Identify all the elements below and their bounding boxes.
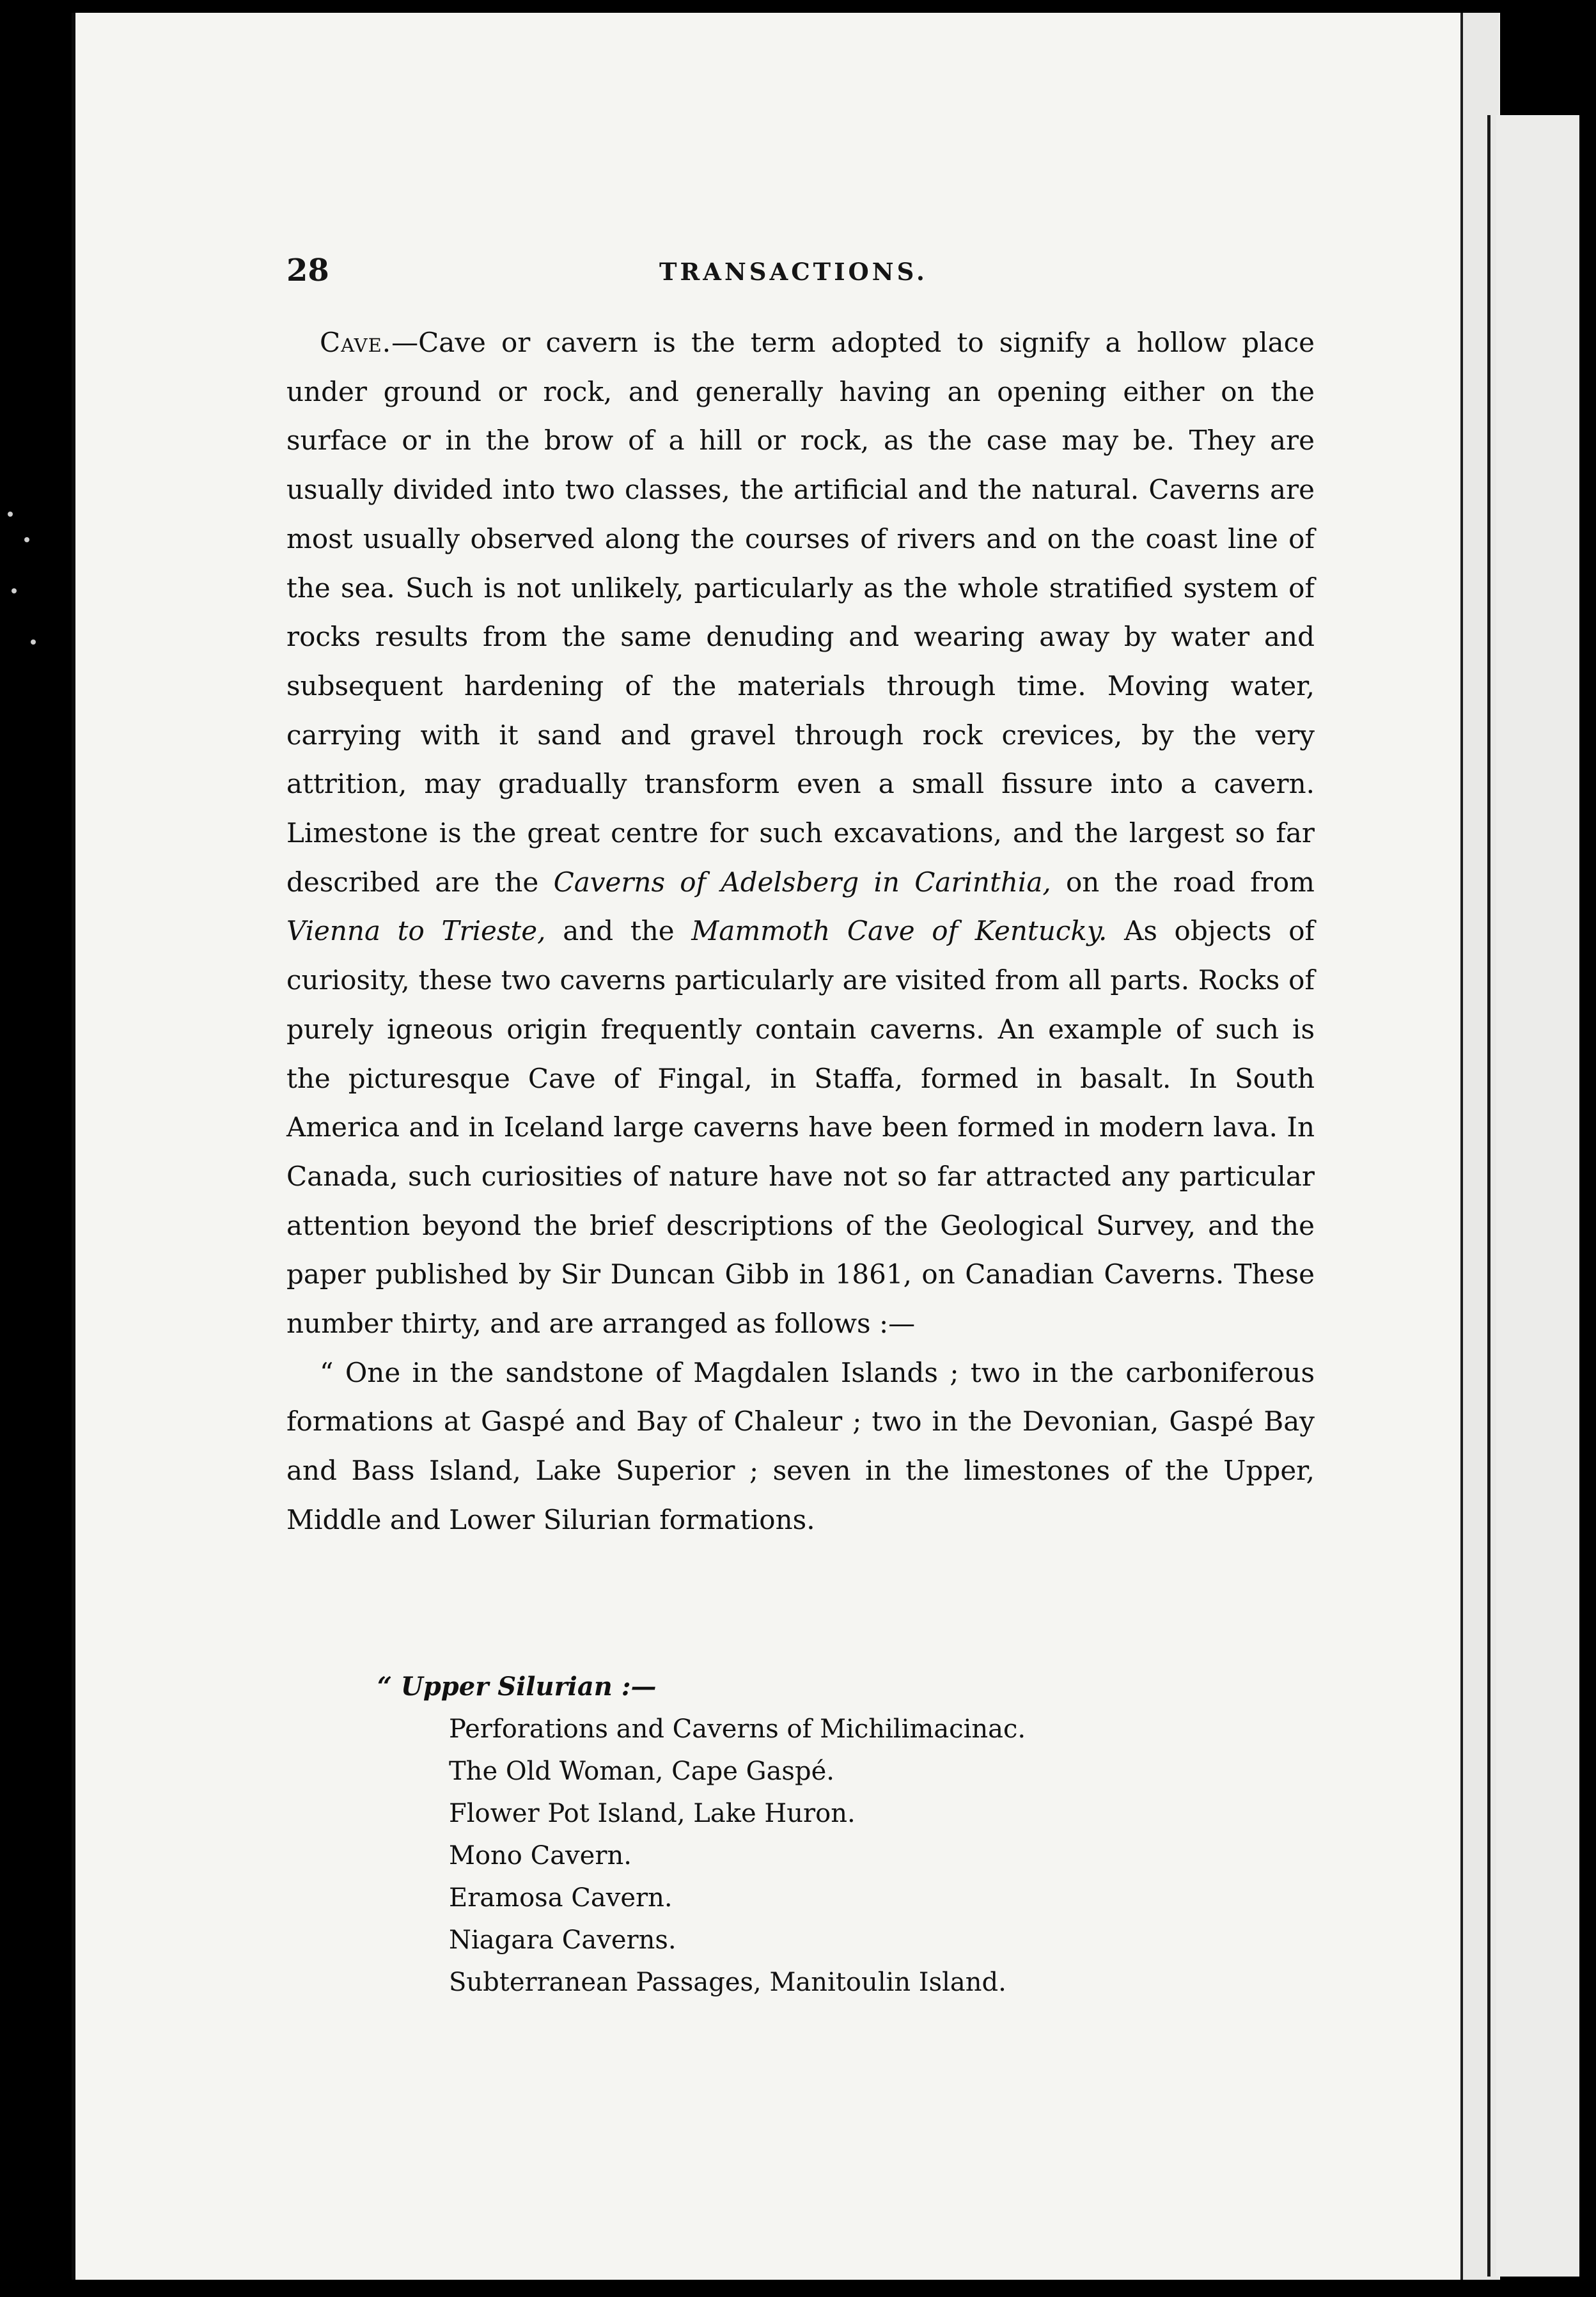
caverns-list — [377, 1666, 1272, 2003]
italic-place-name: Caverns of Adelsberg in Carinthia, — [553, 866, 1051, 898]
list-heading: “ Upper Silurian :— — [377, 1672, 657, 1702]
body-text — [286, 318, 1315, 1545]
running-title: TRANSACTIONS. — [659, 258, 928, 286]
italic-place-name: Mammoth Cave of Kentucky. — [691, 915, 1107, 947]
list-item: Subterranean Passages, Manitoulin Island. — [449, 1968, 1006, 1997]
list-item: Niagara Caverns. — [449, 1925, 677, 1955]
paragraph-text: —Cave or cavern is the term adopted to signify a hollow place under ground or rock, and generally having an opening either on the surface or in the brow of a hill or rock, as the case may be. They are usually divided into two classes, the artificial and the natural. Caverns are most usually observed along the courses of rivers and on the coast line of the sea. Such is not unlikely, particularly as the whole stratified system of rocks results from the same denuding and wearing away by water and subsequent hardening of the materials through time. Moving water, carrying with it sand and gravel through rock crevices, by the very attrition, may gradually transform even a small fissure into a cavern. Limestone is the great centre for such excavations, and the largest so far described are the — [286, 327, 1315, 898]
facing-page-edge — [1496, 115, 1579, 2277]
page-edge — [1460, 13, 1499, 2280]
list-item: The Old Woman, Cape Gaspé. — [449, 1757, 834, 1786]
paragraph-text: on the road from — [1066, 866, 1315, 898]
lead-word: Cave. — [320, 327, 392, 358]
list-item: Eramosa Cavern. — [449, 1883, 673, 1913]
paragraph-text: and the — [563, 915, 675, 947]
gutter-fold — [1487, 115, 1490, 2277]
paragraph-text: As objects of curiosity, these two caverns particularly are visited from all parts. Rocks of purely igneous origin frequently contain caverns. An example of such is the picturesque Cave of Fingal, in Staffa, formed in basalt. In South America and in Iceland large caverns have been formed in modern lava. In Canada, such curiosities of nature have not so far attracted any particular attention beyond the brief descriptions of the Geological Survey, and the paper published by Sir Duncan Gibb in 1861, on Canadian Caverns. These number thirty, and are arranged as follows :— — [286, 915, 1315, 1340]
paragraph-cave-definition — [286, 318, 1315, 1349]
running-head — [286, 253, 1290, 291]
italic-place-name: Vienna to Trieste, — [286, 915, 546, 947]
list-item: Flower Pot Island, Lake Huron. — [449, 1799, 856, 1828]
page-number: 28 — [286, 253, 329, 288]
paragraph-quote: “ One in the sandstone of Magdalen Islands ; two in the carboniferous formations at Gaspé and Bay of Chaleur ; two in the Devonian, Gaspé Bay and Bass Island, Lake Superior ; seven in the limestones of the Upper, Middle and Lower Silurian formations. — [286, 1356, 1315, 1535]
margin-specks — [5, 512, 43, 678]
list-item: Perforations and Caverns of Michilimacinac. — [449, 1714, 1026, 1744]
list-item: Mono Cavern. — [449, 1841, 632, 1870]
